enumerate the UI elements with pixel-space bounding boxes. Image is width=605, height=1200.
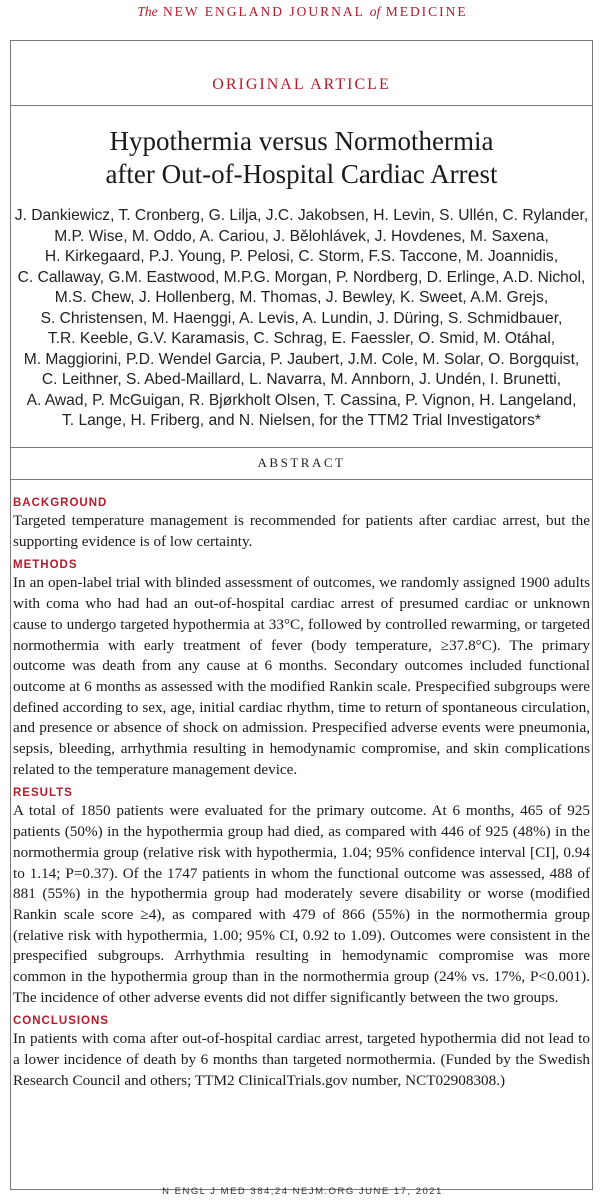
author-list [11,206,592,432]
abstract-heading: ABSTRACT [257,455,346,470]
methods-text: In an open-label trial with blinded assessment of outcomes, we randomly assigned 1900 adults with coma who had had an out-of-hospital cardiac arrest of presumed cardiac or unknown cause to undergo targeted hypothermia at 33°C, followed by controlled rewarming, or targeted normothermia with early treatment of fever (body temperature, ≥37.8°C). The primary outcome was death from any cause at 6 months. Secondary outcomes included functional outcome at 6 months as assessed with the modified Rankin scale. Prespecified subgroups were defined according to sex, age, initial cardiac rhythm, time to return of spontaneous circulation, and presence or absence of shock on admission. Prespecified adverse events were pneumonia, sepsis, bleeding, arrhythmia resulting in hemodynamic compromise, and skin complications related to the temperature management device. [13,574,590,778]
background-text: Targeted temperature management is recommended for patients after cardiac arrest, but the supporting evidence is of low certainty. [13,512,590,550]
author-line: J. Dankiewicz, T. Cronberg, G. Lilja, J.C. Jakobsen, H. Levin, S. Ullén, C. Rylander, [14,207,589,224]
abstract-body [13,495,590,1097]
article-title [11,125,592,191]
author-line: T. Lange, H. Friberg, and N. Nielsen, for the TTM2 Trial Investigators* [62,412,541,429]
results-text: A total of 1850 patients were evaluated for the primary outcome. At 6 months, 465 of 925 patients (50%) in the hypothermia group had died, as compared with 446 of 925 (48%) in the normothermia group (relative risk with hypothermia, 1.04; 95% confidence interval [CI], 0.94 to 1.14; P=0.37). Of the 1747 patients in whom the functional outcome was assessed, 488 of 881 (55%) in the hypothermia group had moderately severe disability or worse (modified Rankin scale score ≥4), as compared with 479 of 866 (55%) in the normothermia group (relative risk with hypothermia, 1.00; 95% CI, 0.92 to 1.09). Outcomes were consistent in the prespecified subgroups. Arrhythmia resulting in hemodynamic compromise was more common in the hypothermia group than in the normothermia group (24% vs. 17%, P<0.001). The incidence of other adverse events did not differ significantly between the two groups. [13,802,590,1006]
author-line: M.P. Wise, M. Oddo, A. Cariou, J. Bělohlávek, J. Hovdenes, M. Saxena, [54,227,549,245]
masthead-the: The [137,4,158,19]
author-line: S. Christensen, M. Haenggi, A. Levis, A. Lundin, J. Düring, S. Schmidbauer, [40,309,563,327]
author-line: M.S. Chew, J. Hollenberg, M. Thomas, J. Bewley, K. Sweet, A.M. Grejs, [54,289,549,306]
title-line-1: Hypothermia versus Normothermia [109,126,494,156]
page-footer: N ENGL J MED 384;24 NEJM.ORG JUNE 17, 2021 [162,1186,443,1197]
title-line-2: after Out-of-Hospital Cardiac Arrest [105,159,498,189]
author-line: H. Kirkegaard, P.J. Young, P. Pelosi, C. Storm, F.S. Taccone, M. Joannidis, [44,248,559,265]
abstract-rule-bottom [11,479,592,480]
methods-heading: METHODS [13,559,78,572]
article-frame [10,40,593,1190]
author-line: M. Maggiorini, P.D. Wendel Garcia, P. Jaubert, J.M. Cole, M. Solar, O. Borgquist, [23,350,580,368]
author-line: C. Callaway, G.M. Eastwood, M.P.G. Morgan, P. Nordberg, D. Erlinge, A.D. Nichol, [17,268,586,286]
article-type-rule [11,105,592,106]
results-heading: RESULTS [13,787,73,800]
conclusions-text: In patients with coma after out-of-hospital cardiac arrest, targeted hypothermia did not lead to a lower incidence of death by 6 months than targeted normothermia. (Funded by the Swedish Research Council and others; TTM2 ClinicalTrials.gov number, NCT02908308.) [13,1030,590,1089]
journal-masthead [0,4,605,20]
conclusions-heading: CONCLUSIONS [13,1015,109,1028]
author-line: C. Leithner, S. Abed-Maillard, L. Navarra, M. Annborn, J. Undén, I. Brunetti, [41,371,562,388]
article-type: ORIGINAL ARTICLE [212,76,391,93]
abstract-rule-top [11,447,592,448]
masthead-medicine: MEDICINE [385,4,468,19]
author-line: A. Awad, P. McGuigan, R. Bjørkholt Olsen, T. Cassina, P. Vignon, H. Langeland, [26,391,577,409]
author-line: T.R. Keeble, G.V. Karamasis, C. Schrag, E. Faessler, O. Smid, M. Otáhal, [47,330,556,347]
masthead-of: of [369,4,381,19]
background-heading: BACKGROUND [13,497,108,509]
masthead-name: NEW ENGLAND JOURNAL [162,4,365,19]
